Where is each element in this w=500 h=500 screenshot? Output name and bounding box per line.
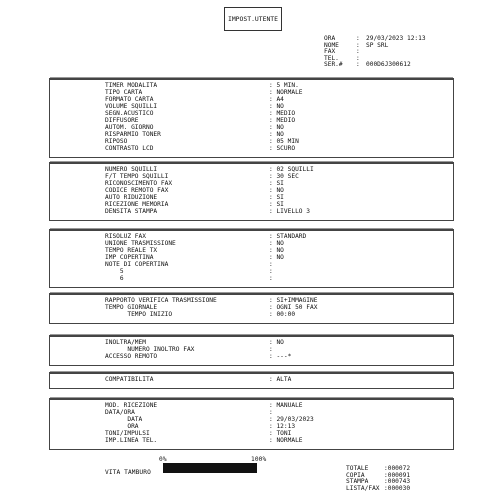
header-label: FAX bbox=[324, 48, 336, 56]
settings-section bbox=[49, 229, 454, 288]
settings-section bbox=[49, 293, 454, 324]
setting-colon: : bbox=[269, 89, 277, 96]
drum-min-label: 0% bbox=[159, 456, 167, 463]
setting-value bbox=[269, 354, 291, 360]
drum-label: VITA TAMBURO bbox=[105, 469, 151, 476]
drum-life-bar bbox=[163, 463, 257, 473]
setting-value-text: LIVELLO 3 bbox=[276, 208, 310, 215]
setting-label: DATA bbox=[105, 416, 143, 423]
header-value: 29/03/2023 12:13 bbox=[366, 35, 426, 42]
setting-label: SEGN.ACUSTICO bbox=[105, 110, 154, 117]
setting-label: F/T TEMPO SQUILLI bbox=[105, 173, 169, 180]
setting-row bbox=[50, 276, 453, 283]
header-colon: : bbox=[356, 35, 360, 42]
setting-value-text: ALTA bbox=[276, 376, 292, 383]
report-title bbox=[224, 7, 282, 31]
setting-value-text: 02 SQUILLI bbox=[276, 166, 314, 173]
counter-value: :000743 bbox=[384, 478, 411, 486]
header-label: SER.# bbox=[324, 61, 343, 69]
setting-value-text: NO bbox=[276, 247, 284, 254]
setting-colon: : bbox=[269, 247, 277, 254]
counter-label: TOTALE bbox=[346, 465, 369, 472]
setting-label: NOTE DI COPERTINA bbox=[105, 261, 169, 268]
setting-label: CODICE REMOTO FAX bbox=[105, 187, 169, 194]
setting-colon: : bbox=[269, 311, 277, 318]
setting-label: AUTO RIDUZIONE bbox=[105, 194, 158, 201]
setting-colon: : bbox=[269, 96, 277, 103]
setting-value-text: 00:00 bbox=[276, 311, 296, 318]
setting-value-text: SCURO bbox=[276, 145, 296, 152]
setting-label: NUMERO INOLTRO FAX bbox=[105, 346, 195, 353]
setting-label: TEMPO INIZIO bbox=[105, 311, 173, 318]
setting-label: VOLUME SQUILLI bbox=[105, 103, 158, 110]
setting-colon: : bbox=[269, 346, 277, 353]
setting-value-text: STANDARD bbox=[276, 233, 307, 240]
setting-value-text: SI bbox=[276, 194, 284, 201]
setting-colon: : bbox=[269, 423, 277, 430]
setting-value-text: MEDIO bbox=[276, 117, 296, 124]
counter-row bbox=[346, 486, 410, 493]
setting-value-text: MANUALE bbox=[276, 402, 303, 409]
setting-value-text: NO bbox=[276, 124, 284, 131]
setting-value-text: MEDIO bbox=[276, 110, 296, 117]
setting-colon: : bbox=[269, 268, 277, 275]
setting-colon: : bbox=[269, 117, 277, 124]
setting-colon: : bbox=[269, 166, 277, 173]
setting-value-text: A4 bbox=[276, 96, 284, 103]
setting-value-text: NORMALE bbox=[276, 89, 303, 96]
report-title-text: IMPOST.UTENTE bbox=[227, 14, 279, 23]
settings-section bbox=[49, 335, 454, 366]
setting-label: NUMERO SQUILLI bbox=[105, 166, 158, 173]
setting-colon: : bbox=[269, 173, 277, 180]
header-colon: : bbox=[356, 48, 360, 56]
setting-label: RIPOSO bbox=[105, 138, 128, 145]
setting-label: DATA/ORA bbox=[105, 409, 135, 416]
setting-label: IMP.LINEA TEL. bbox=[105, 437, 158, 444]
setting-row bbox=[50, 312, 453, 319]
setting-value bbox=[269, 146, 295, 152]
setting-label: RICONOSCIMENTO FAX bbox=[105, 180, 173, 187]
counter-label: STAMPA bbox=[346, 478, 369, 486]
setting-label: 5 bbox=[105, 268, 124, 275]
setting-label: DIFFUSORE bbox=[105, 117, 139, 124]
setting-value-text: TONI bbox=[276, 430, 292, 437]
setting-label: ORA bbox=[105, 423, 139, 430]
counter-label: COPIA bbox=[346, 471, 365, 479]
settings-section bbox=[49, 78, 454, 158]
setting-label: TEMPO REALE TX bbox=[105, 247, 158, 254]
setting-colon: : bbox=[269, 437, 277, 444]
setting-label: RISPARMIO TONER bbox=[105, 131, 161, 138]
header-colon: : bbox=[356, 54, 360, 62]
setting-label: MOD. RICEZIONE bbox=[105, 402, 158, 409]
setting-value-text: 12:13 bbox=[276, 423, 296, 430]
drum-max-label: 100% bbox=[251, 456, 267, 463]
setting-colon: : bbox=[269, 145, 277, 152]
setting-label: ACCESSO REMOTO bbox=[105, 353, 158, 360]
setting-colon: : bbox=[269, 402, 277, 409]
header-colon: : bbox=[356, 61, 360, 69]
setting-colon: : bbox=[269, 275, 277, 282]
counter-value: :000091 bbox=[384, 471, 411, 479]
setting-colon: : bbox=[269, 376, 277, 383]
settings-section bbox=[49, 398, 454, 450]
counter-value: :000072 bbox=[384, 465, 411, 472]
setting-colon: : bbox=[269, 131, 277, 138]
settings-section bbox=[49, 372, 454, 389]
setting-row bbox=[50, 354, 453, 361]
setting-value-text: NO bbox=[276, 254, 284, 261]
header-label: TEL. bbox=[324, 54, 339, 62]
header-value: SP SRL bbox=[366, 41, 389, 49]
counter-label: LISTA/FAX bbox=[346, 484, 380, 492]
setting-row bbox=[50, 438, 453, 445]
setting-label: 6 bbox=[105, 275, 124, 282]
header-colon: : bbox=[356, 41, 360, 49]
setting-label: RISOLUZ FAX bbox=[105, 233, 146, 240]
setting-colon: : bbox=[269, 194, 277, 201]
header-row bbox=[324, 62, 426, 69]
setting-colon: : bbox=[269, 339, 277, 346]
setting-colon: : bbox=[269, 297, 277, 304]
setting-value-text: SI bbox=[276, 201, 284, 208]
setting-label: FORMATO CARTA bbox=[105, 96, 154, 103]
setting-colon: : bbox=[269, 208, 277, 215]
setting-colon: : bbox=[269, 240, 277, 247]
setting-value-text: NO bbox=[276, 339, 284, 346]
setting-colon: : bbox=[269, 409, 277, 416]
setting-colon: : bbox=[269, 103, 277, 110]
setting-value-text: 05 MIN bbox=[276, 138, 299, 145]
setting-label: DENSITA STAMPA bbox=[105, 208, 158, 215]
setting-colon: : bbox=[269, 187, 277, 194]
setting-label: TIPO CARTA bbox=[105, 89, 143, 96]
setting-label: TIMER MODALITA bbox=[105, 82, 158, 89]
setting-colon: : bbox=[269, 124, 277, 131]
header-value: 000D6J300612 bbox=[366, 61, 411, 69]
setting-label: COMPATIBILITA bbox=[105, 376, 154, 383]
setting-colon: : bbox=[269, 201, 277, 208]
settings-section bbox=[49, 162, 454, 221]
setting-colon: : bbox=[269, 180, 277, 187]
setting-value bbox=[269, 438, 303, 444]
setting-label: RAPPORTO VERIFICA TRASMISSIONE bbox=[105, 297, 217, 304]
setting-value-text: NORMALE bbox=[276, 437, 303, 444]
setting-row bbox=[50, 209, 453, 216]
setting-label: INOLTRA/MEM bbox=[105, 339, 146, 346]
setting-colon: : bbox=[269, 233, 277, 240]
header-label: NOME bbox=[324, 41, 339, 49]
header-label: ORA bbox=[324, 35, 336, 42]
setting-value-text: ---* bbox=[276, 353, 292, 360]
setting-colon: : bbox=[269, 416, 277, 423]
setting-label: TEMPO GIORNALE bbox=[105, 304, 158, 311]
setting-colon: : bbox=[269, 110, 277, 117]
setting-label: UNIONE TRASMISSIONE bbox=[105, 240, 176, 247]
setting-label: IMP COPERTINA bbox=[105, 254, 154, 261]
setting-colon: : bbox=[269, 82, 277, 89]
header-row bbox=[324, 43, 426, 50]
footer-counters bbox=[346, 466, 410, 492]
setting-label: RICEZIONE MEMORIA bbox=[105, 201, 169, 208]
setting-colon: : bbox=[269, 304, 277, 311]
header-info bbox=[324, 36, 426, 69]
setting-colon: : bbox=[269, 353, 277, 360]
setting-row bbox=[50, 146, 453, 153]
counter-value: :000030 bbox=[384, 484, 411, 492]
setting-value-text: NO bbox=[276, 103, 284, 110]
setting-value-text: 30 SEC bbox=[276, 173, 299, 180]
setting-value-text: NO bbox=[276, 240, 284, 247]
setting-value-text: 29/03/2023 bbox=[276, 416, 314, 423]
setting-value bbox=[269, 209, 310, 215]
setting-colon: : bbox=[269, 261, 277, 268]
setting-row bbox=[50, 377, 453, 384]
setting-value bbox=[269, 276, 276, 282]
setting-value-text: SI bbox=[276, 180, 284, 187]
setting-value-text: NO bbox=[276, 187, 284, 194]
setting-value-text: 5 MIN. bbox=[276, 82, 299, 89]
setting-label: TONI/IMPULSI bbox=[105, 430, 150, 437]
setting-colon: : bbox=[269, 254, 277, 261]
setting-value-text: SI+IMMAGINE bbox=[276, 297, 318, 304]
setting-value-text: NO bbox=[276, 131, 284, 138]
setting-label: AUTOM. GIORNO bbox=[105, 124, 154, 131]
setting-value-text: OGNI 50 FAX bbox=[276, 304, 318, 311]
setting-colon: : bbox=[269, 430, 277, 437]
header-row bbox=[324, 49, 426, 56]
setting-value bbox=[269, 377, 291, 383]
setting-value bbox=[269, 312, 295, 318]
setting-colon: : bbox=[269, 138, 277, 145]
setting-label: CONTRASTO LCD bbox=[105, 145, 154, 152]
